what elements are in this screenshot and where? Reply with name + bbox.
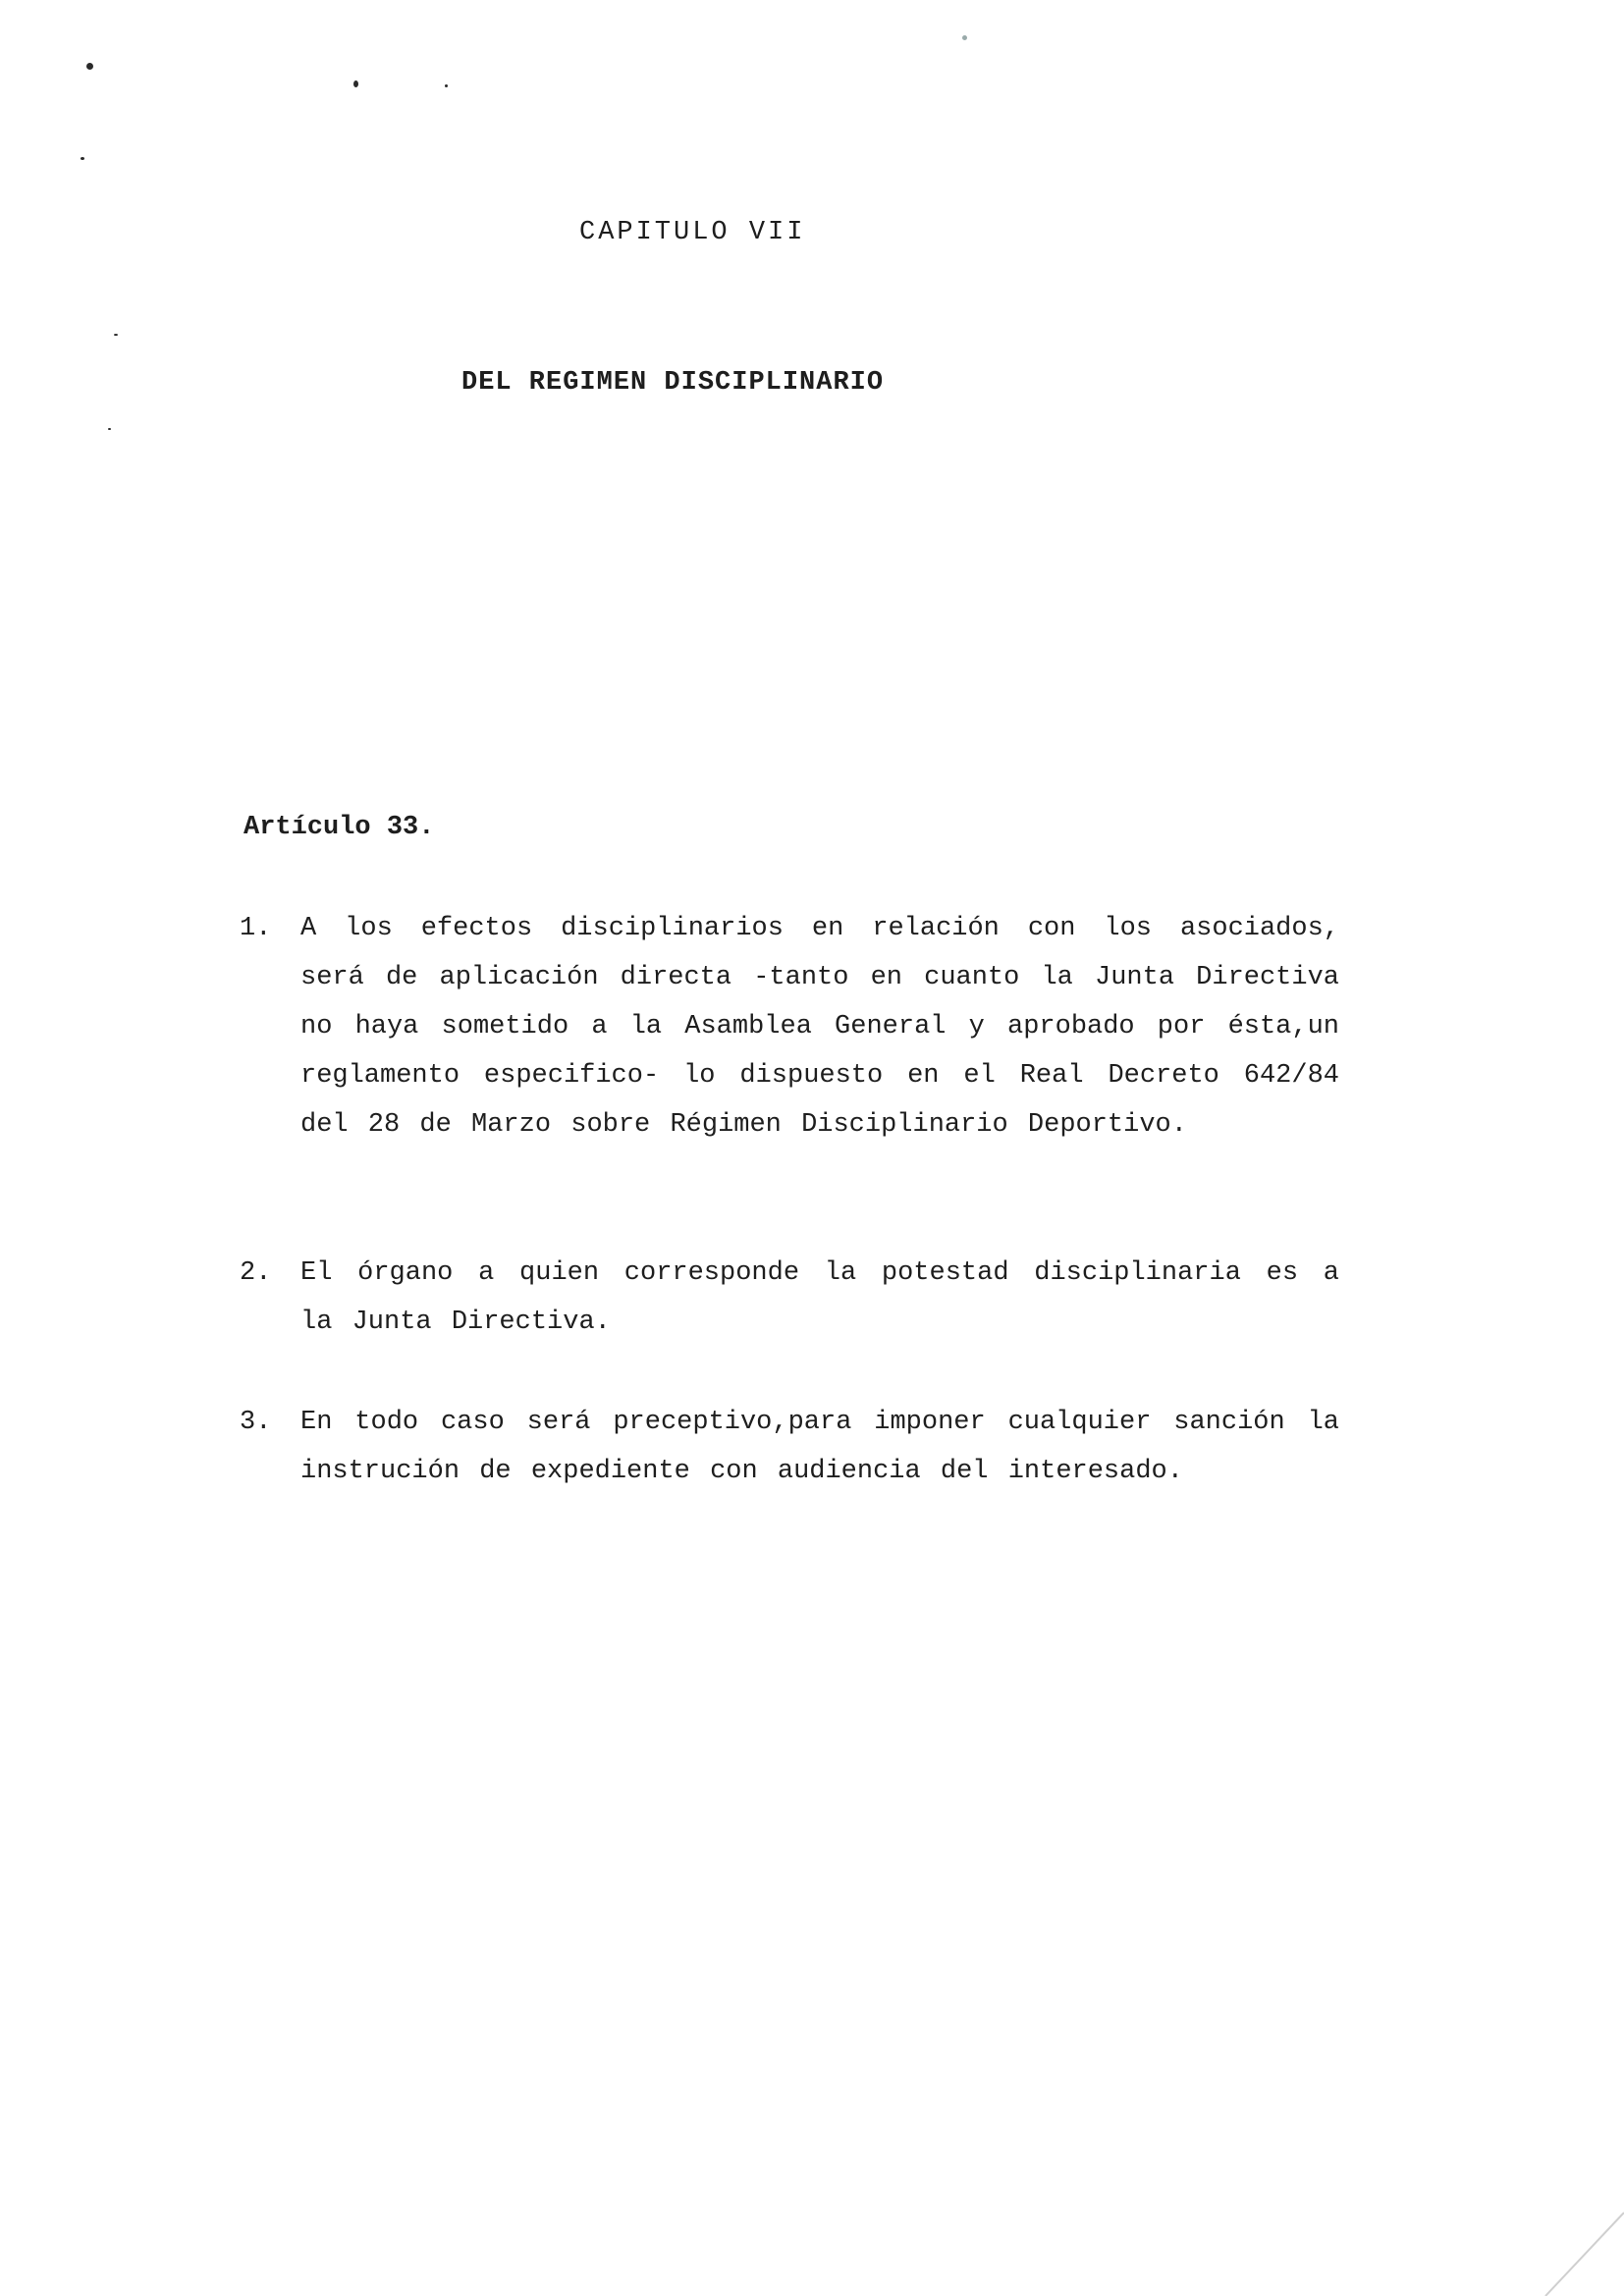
scan-speck (81, 157, 84, 160)
item-text: A los efectos disciplinarios en relación con los asociados, será de aplicación directa -tanto en cuanto la Junta Directiva no haya sometido a la Asamblea General y aprobado por ésta,un reglamento especifico- lo dispuesto en el Real Decreto 642/84 del 28 de Marzo sobre Régimen Disciplinario Deportivo. (300, 914, 1339, 1140)
item-number: 3. (240, 1408, 272, 1437)
scan-speck (445, 84, 448, 87)
scan-speck (114, 334, 118, 336)
item-text: En todo caso será preceptivo,para imponer cualquier sanción la instrución de expediente con audiencia del interesado. (300, 1408, 1339, 1486)
scan-speck (353, 80, 358, 87)
item-text: El órgano a quien corresponde la potestad disciplinaria es a la Junta Directiva. (300, 1258, 1339, 1337)
item-number: 1. (240, 914, 272, 943)
scan-speck (962, 35, 967, 40)
chapter-heading: CAPITULO VII (579, 218, 806, 247)
item-number: 2. (240, 1258, 272, 1288)
scan-speck (86, 63, 93, 70)
article-item (240, 904, 1339, 1149)
page-fold-mark (1506, 2178, 1624, 2296)
article-item (240, 1249, 1339, 1347)
scan-speck (108, 428, 111, 430)
chapter-title: DEL REGIMEN DISCIPLINARIO (461, 368, 885, 398)
article-heading: Artículo 33. (244, 813, 435, 842)
article-item (240, 1398, 1339, 1496)
